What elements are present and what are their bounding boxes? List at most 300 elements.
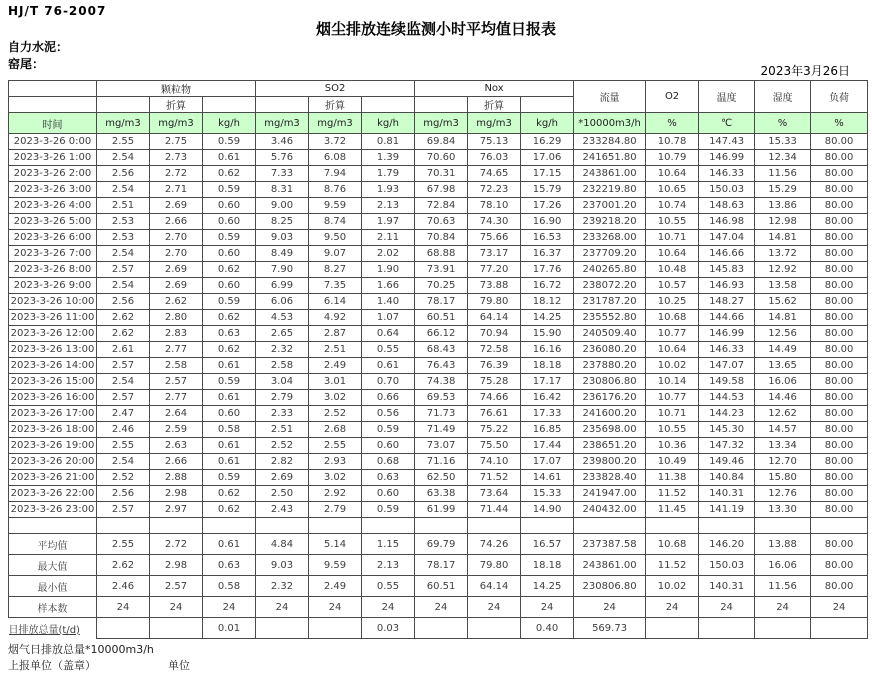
value-cell: 146.93 — [699, 278, 755, 294]
row-label-cell: 2023-3-26 18:00 — [9, 422, 97, 438]
value-cell: 72.58 — [468, 342, 521, 358]
value-cell: 10.77 — [646, 390, 699, 406]
value-cell: 0.63 — [362, 470, 415, 486]
header-o2: O2 — [646, 81, 699, 113]
value-cell: 9.03 — [256, 230, 309, 246]
value-cell: 0.68 — [362, 454, 415, 470]
value-cell: 1.66 — [362, 278, 415, 294]
row-label-cell: 2023-3-26 8:00 — [9, 262, 97, 278]
value-cell: 80.00 — [811, 576, 868, 597]
value-cell: 146.98 — [699, 214, 755, 230]
value-cell: 14.57 — [755, 422, 811, 438]
value-cell: 2.66 — [150, 214, 203, 230]
value-cell: 2.33 — [256, 406, 309, 422]
value-cell: 24 — [755, 597, 811, 618]
value-cell: 17.76 — [521, 262, 574, 278]
value-cell — [646, 618, 699, 639]
row-label-cell: 2023-3-26 17:00 — [9, 406, 97, 422]
value-cell: 70.31 — [415, 166, 468, 182]
value-cell: 2.11 — [362, 230, 415, 246]
report-date: 2023年3月26日 — [760, 64, 850, 78]
value-cell: 24 — [646, 597, 699, 618]
table-row — [9, 246, 868, 262]
value-cell: 0.61 — [203, 150, 256, 166]
value-cell: 3.72 — [309, 134, 362, 150]
row-label-cell: 最小值 — [9, 576, 97, 597]
value-cell — [699, 518, 755, 534]
value-cell: 71.52 — [468, 470, 521, 486]
value-cell: 0.01 — [203, 618, 256, 639]
value-cell: 15.29 — [755, 182, 811, 198]
value-cell: 8.49 — [256, 246, 309, 262]
value-cell: 2.82 — [256, 454, 309, 470]
value-cell: 10.77 — [646, 326, 699, 342]
value-cell: 75.13 — [468, 134, 521, 150]
value-cell: 2.75 — [150, 134, 203, 150]
table-row — [9, 454, 868, 470]
value-cell: 230806.80 — [574, 374, 646, 390]
value-cell: 10.64 — [646, 342, 699, 358]
value-cell: 6.14 — [309, 294, 362, 310]
value-cell: 80.00 — [811, 134, 868, 150]
value-cell: 2.62 — [97, 326, 150, 342]
value-cell: 70.25 — [415, 278, 468, 294]
value-cell: 2.56 — [97, 294, 150, 310]
value-cell: 0.60 — [362, 486, 415, 502]
value-cell — [362, 518, 415, 534]
value-cell: 2.58 — [150, 358, 203, 374]
value-cell: 69.84 — [415, 134, 468, 150]
value-cell: 74.26 — [468, 534, 521, 555]
value-cell: 73.91 — [415, 262, 468, 278]
group-header-so2: SO2 — [256, 81, 415, 97]
value-cell: 80.00 — [811, 310, 868, 326]
table-row — [9, 150, 868, 166]
value-cell: 148.27 — [699, 294, 755, 310]
row-label-cell: 2023-3-26 3:00 — [9, 182, 97, 198]
value-cell: 16.06 — [755, 374, 811, 390]
value-cell: 2.69 — [150, 198, 203, 214]
row-label-cell — [9, 618, 97, 639]
row-label-cell: 2023-3-26 22:00 — [9, 486, 97, 502]
unit-cell: *10000m3/h — [574, 113, 646, 134]
value-cell: 2.57 — [150, 576, 203, 597]
value-cell: 10.71 — [646, 230, 699, 246]
value-cell: 10.14 — [646, 374, 699, 390]
value-cell: 146.99 — [699, 326, 755, 342]
value-cell: 2.13 — [362, 198, 415, 214]
value-cell: 238072.20 — [574, 278, 646, 294]
value-cell — [574, 518, 646, 534]
value-cell — [256, 618, 309, 639]
table-row — [9, 166, 868, 182]
value-cell: 2.98 — [150, 555, 203, 576]
value-cell: 80.00 — [811, 438, 868, 454]
header-blank-cell — [97, 97, 150, 113]
unit-cell: mg/m3 — [415, 113, 468, 134]
value-cell: 0.60 — [203, 214, 256, 230]
value-cell: 144.66 — [699, 310, 755, 326]
unit-cell: mg/m3 — [256, 113, 309, 134]
value-cell: 0.56 — [362, 406, 415, 422]
value-cell: 2.02 — [362, 246, 415, 262]
value-cell: 0.03 — [362, 618, 415, 639]
value-cell: 24 — [468, 597, 521, 618]
row-label-cell: 2023-3-26 19:00 — [9, 438, 97, 454]
value-cell: 9.50 — [309, 230, 362, 246]
value-cell: 3.02 — [309, 390, 362, 406]
value-cell: 2.83 — [150, 326, 203, 342]
value-cell: 2.57 — [150, 374, 203, 390]
value-cell: 80.00 — [811, 198, 868, 214]
value-cell: 147.43 — [699, 134, 755, 150]
value-cell: 2.69 — [150, 278, 203, 294]
value-cell: 24 — [203, 597, 256, 618]
value-cell: 10.65 — [646, 182, 699, 198]
value-cell: 24 — [699, 597, 755, 618]
value-cell: 0.60 — [203, 198, 256, 214]
value-cell: 140.84 — [699, 470, 755, 486]
value-cell: 1.79 — [362, 166, 415, 182]
table-row — [9, 278, 868, 294]
value-cell: 2.72 — [150, 534, 203, 555]
value-cell: 150.03 — [699, 182, 755, 198]
unit-cell: kg/h — [203, 113, 256, 134]
value-cell — [97, 518, 150, 534]
value-cell: 13.86 — [755, 198, 811, 214]
table-row — [9, 374, 868, 390]
table-row — [9, 486, 868, 502]
value-cell: 70.94 — [468, 326, 521, 342]
value-cell: 15.90 — [521, 326, 574, 342]
value-cell: 79.80 — [468, 555, 521, 576]
value-cell: 67.98 — [415, 182, 468, 198]
value-cell: 233284.80 — [574, 134, 646, 150]
value-cell: 2.52 — [256, 438, 309, 454]
value-cell: 24 — [150, 597, 203, 618]
value-cell: 0.55 — [362, 576, 415, 597]
value-cell: 4.92 — [309, 310, 362, 326]
value-cell: 0.59 — [203, 230, 256, 246]
value-cell: 71.44 — [468, 502, 521, 518]
header-load: 负荷 — [811, 81, 868, 113]
daily-total-row — [9, 618, 868, 639]
value-cell: 80.00 — [811, 342, 868, 358]
row-label-cell: 样本数 — [9, 597, 97, 618]
value-cell: 24 — [309, 597, 362, 618]
value-cell: 4.53 — [256, 310, 309, 326]
value-cell: 0.62 — [203, 166, 256, 182]
value-cell — [415, 618, 468, 639]
value-cell: 24 — [97, 597, 150, 618]
row-label-cell: 2023-3-26 5:00 — [9, 214, 97, 230]
value-cell: 24 — [415, 597, 468, 618]
value-cell: 2.62 — [97, 310, 150, 326]
unit-cell: mg/m3 — [468, 113, 521, 134]
value-cell: 68.43 — [415, 342, 468, 358]
value-cell: 18.12 — [521, 294, 574, 310]
value-cell: 80.00 — [811, 166, 868, 182]
value-cell: 14.90 — [521, 502, 574, 518]
value-cell: 10.79 — [646, 150, 699, 166]
value-cell: 80.00 — [811, 326, 868, 342]
value-cell: 72.23 — [468, 182, 521, 198]
value-cell: 2.53 — [97, 230, 150, 246]
value-cell: 17.44 — [521, 438, 574, 454]
value-cell: 10.57 — [646, 278, 699, 294]
table-row — [9, 294, 868, 310]
report-table — [8, 80, 868, 639]
value-cell: 2.56 — [97, 166, 150, 182]
value-cell: 76.39 — [468, 358, 521, 374]
value-cell: 80.00 — [811, 470, 868, 486]
value-cell: 0.61 — [203, 358, 256, 374]
value-cell: 2.56 — [97, 486, 150, 502]
value-cell: 11.52 — [646, 486, 699, 502]
value-cell: 2.71 — [150, 182, 203, 198]
table-row — [9, 438, 868, 454]
value-cell: 2.13 — [362, 555, 415, 576]
value-cell: 146.99 — [699, 150, 755, 166]
row-label-cell: 平均值 — [9, 534, 97, 555]
value-cell: 14.25 — [521, 310, 574, 326]
value-cell: 74.66 — [468, 390, 521, 406]
value-cell: 2.58 — [256, 358, 309, 374]
value-cell: 0.58 — [203, 422, 256, 438]
value-cell: 0.63 — [203, 555, 256, 576]
value-cell: 0.63 — [203, 326, 256, 342]
value-cell: 230806.80 — [574, 576, 646, 597]
value-cell: 13.34 — [755, 438, 811, 454]
value-cell: 241600.20 — [574, 406, 646, 422]
converted-label: 折算 — [309, 97, 362, 113]
value-cell: 80.00 — [811, 534, 868, 555]
value-cell: 233268.00 — [574, 230, 646, 246]
value-cell: 74.38 — [415, 374, 468, 390]
value-cell: 24 — [574, 597, 646, 618]
value-cell — [309, 518, 362, 534]
value-cell: 78.10 — [468, 198, 521, 214]
table-row — [9, 422, 868, 438]
value-cell: 2.43 — [256, 502, 309, 518]
footer-unit-label: 单位 — [168, 659, 190, 672]
value-cell: 24 — [811, 597, 868, 618]
value-cell: 2.68 — [309, 422, 362, 438]
value-cell: 75.66 — [468, 230, 521, 246]
value-cell — [755, 518, 811, 534]
value-cell: 5.76 — [256, 150, 309, 166]
value-cell — [811, 518, 868, 534]
footer-reporting-unit: 上报单位（盖章） — [8, 659, 96, 672]
value-cell: 2.57 — [97, 502, 150, 518]
value-cell: 0.59 — [203, 470, 256, 486]
value-cell: 14.49 — [755, 342, 811, 358]
value-cell: 146.20 — [699, 534, 755, 555]
value-cell: 3.04 — [256, 374, 309, 390]
value-cell — [468, 518, 521, 534]
value-cell: 9.07 — [309, 246, 362, 262]
value-cell: 15.79 — [521, 182, 574, 198]
value-cell: 2.87 — [309, 326, 362, 342]
value-cell: 10.55 — [646, 214, 699, 230]
value-cell: 13.72 — [755, 246, 811, 262]
value-cell: 239800.20 — [574, 454, 646, 470]
value-cell: 0.62 — [203, 342, 256, 358]
standard-number: HJ/T 76-2007 — [8, 4, 107, 18]
value-cell: 71.49 — [415, 422, 468, 438]
unit-cell: ℃ — [699, 113, 755, 134]
value-cell: 10.68 — [646, 310, 699, 326]
time-column-header: 时间 — [9, 113, 97, 134]
value-cell: 144.23 — [699, 406, 755, 422]
value-cell: 0.64 — [362, 326, 415, 342]
value-cell: 7.33 — [256, 166, 309, 182]
value-cell: 243861.00 — [574, 166, 646, 182]
summary-row — [9, 576, 868, 597]
value-cell: 146.66 — [699, 246, 755, 262]
value-cell: 0.59 — [203, 134, 256, 150]
value-cell: 6.06 — [256, 294, 309, 310]
value-cell: 140.31 — [699, 486, 755, 502]
value-cell: 75.28 — [468, 374, 521, 390]
value-cell: 10.55 — [646, 422, 699, 438]
summary-row — [9, 555, 868, 576]
value-cell: 7.35 — [309, 278, 362, 294]
value-cell: 16.53 — [521, 230, 574, 246]
value-cell: 70.60 — [415, 150, 468, 166]
value-cell: 64.14 — [468, 576, 521, 597]
value-cell: 79.80 — [468, 294, 521, 310]
value-cell: 2.73 — [150, 150, 203, 166]
value-cell: 11.56 — [755, 166, 811, 182]
table-row — [9, 198, 868, 214]
value-cell: 72.84 — [415, 198, 468, 214]
table-row — [9, 358, 868, 374]
value-cell: 11.52 — [646, 555, 699, 576]
value-cell: 8.76 — [309, 182, 362, 198]
value-cell: 12.56 — [755, 326, 811, 342]
table-row — [9, 310, 868, 326]
header-blank-cell — [256, 97, 309, 113]
value-cell: 14.61 — [521, 470, 574, 486]
value-cell — [646, 518, 699, 534]
row-label-cell: 2023-3-26 14:00 — [9, 358, 97, 374]
value-cell: 2.57 — [97, 358, 150, 374]
value-cell: 0.66 — [362, 390, 415, 406]
unit-cell: % — [646, 113, 699, 134]
value-cell: 80.00 — [811, 246, 868, 262]
value-cell: 7.94 — [309, 166, 362, 182]
value-cell: 15.33 — [521, 486, 574, 502]
value-cell: 75.22 — [468, 422, 521, 438]
value-cell: 2.64 — [150, 406, 203, 422]
value-cell: 12.76 — [755, 486, 811, 502]
value-cell: 80.00 — [811, 486, 868, 502]
value-cell: 1.39 — [362, 150, 415, 166]
value-cell: 73.64 — [468, 486, 521, 502]
value-cell: 11.38 — [646, 470, 699, 486]
value-cell: 236080.20 — [574, 342, 646, 358]
value-cell: 1.15 — [362, 534, 415, 555]
header-blank-cell — [203, 97, 256, 113]
value-cell: 2.70 — [150, 246, 203, 262]
value-cell: 2.69 — [256, 470, 309, 486]
value-cell: 12.92 — [755, 262, 811, 278]
value-cell: 0.59 — [362, 422, 415, 438]
value-cell: 10.25 — [646, 294, 699, 310]
value-cell: 10.02 — [646, 576, 699, 597]
value-cell: 237709.20 — [574, 246, 646, 262]
table-row — [9, 214, 868, 230]
value-cell: 2.54 — [97, 278, 150, 294]
value-cell: 69.53 — [415, 390, 468, 406]
value-cell: 2.65 — [256, 326, 309, 342]
spacer-row — [9, 518, 868, 534]
value-cell: 80.00 — [811, 358, 868, 374]
value-cell: 239218.20 — [574, 214, 646, 230]
value-cell: 0.59 — [203, 182, 256, 198]
value-cell: 146.33 — [699, 166, 755, 182]
value-cell: 10.64 — [646, 166, 699, 182]
row-label-cell — [9, 518, 97, 534]
value-cell: 6.99 — [256, 278, 309, 294]
value-cell: 76.61 — [468, 406, 521, 422]
header-flow: 流量 — [574, 81, 646, 113]
value-cell: 236176.20 — [574, 390, 646, 406]
value-cell: 0.40 — [521, 618, 574, 639]
value-cell: 2.54 — [97, 246, 150, 262]
value-cell: 0.62 — [203, 262, 256, 278]
value-cell: 16.16 — [521, 342, 574, 358]
value-cell: 60.51 — [415, 310, 468, 326]
value-cell: 78.17 — [415, 294, 468, 310]
value-cell: 8.74 — [309, 214, 362, 230]
value-cell: 74.30 — [468, 214, 521, 230]
value-cell: 10.36 — [646, 438, 699, 454]
value-cell: 80.00 — [811, 150, 868, 166]
value-cell: 243861.00 — [574, 555, 646, 576]
value-cell: 13.30 — [755, 502, 811, 518]
value-cell: 2.51 — [97, 198, 150, 214]
table-row — [9, 342, 868, 358]
value-cell: 2.51 — [309, 342, 362, 358]
value-cell: 61.99 — [415, 502, 468, 518]
value-cell: 0.61 — [203, 438, 256, 454]
value-cell: 2.63 — [150, 438, 203, 454]
value-cell: 12.34 — [755, 150, 811, 166]
value-cell: 16.37 — [521, 246, 574, 262]
value-cell — [755, 618, 811, 639]
value-cell: 140.31 — [699, 576, 755, 597]
value-cell: 11.56 — [755, 576, 811, 597]
company-label: 自力水泥： — [8, 40, 69, 54]
value-cell: 0.59 — [362, 502, 415, 518]
value-cell: 24 — [362, 597, 415, 618]
row-label-cell: 2023-3-26 7:00 — [9, 246, 97, 262]
value-cell: 80.00 — [811, 182, 868, 198]
value-cell: 0.62 — [203, 486, 256, 502]
value-cell: 3.01 — [309, 374, 362, 390]
header-blank-cell — [362, 97, 415, 113]
location-label: 窑尾： — [8, 57, 45, 71]
value-cell: 1.07 — [362, 310, 415, 326]
value-cell: 10.64 — [646, 246, 699, 262]
group-header-nox: Nox — [415, 81, 574, 97]
group-header-particulate: 颗粒物 — [97, 81, 256, 97]
value-cell: 13.65 — [755, 358, 811, 374]
row-label-cell: 2023-3-26 2:00 — [9, 166, 97, 182]
value-cell: 17.06 — [521, 150, 574, 166]
